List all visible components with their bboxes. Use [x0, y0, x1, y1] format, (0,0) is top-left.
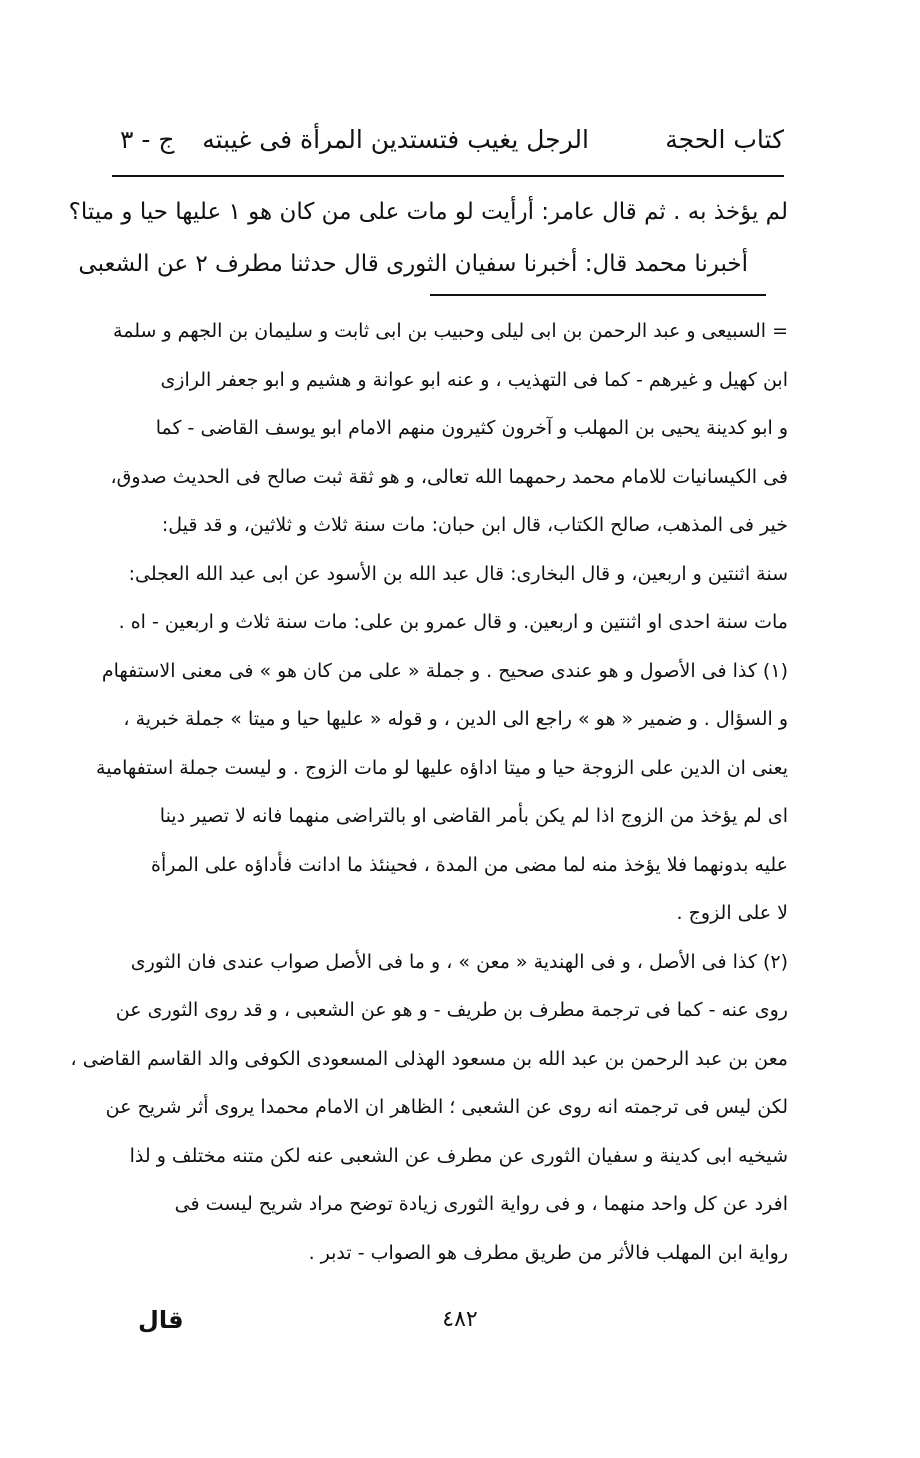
main-text-line: لم يؤخذ به . ثم قال عامر: أرأيت لو مات على من كان هو ١ عليها حيا و ميتا؟ — [68, 199, 788, 225]
footnote-line: و ابو كدينة يحيى بن المهلب و آخرون كثيرون منهم الامام ابو يوسف القاضى - كما — [155, 417, 788, 439]
footnote-line: يعنى ان الدين على الزوجة حيا و ميتا اداؤه عليها لو مات الزوج . و ليست جملة استفهامية — [96, 756, 788, 779]
footnote-line: خير فى المذهب، صالح الكتاب، قال ابن حبان: مات سنة ثلاث و ثلاثين، و قد قيل: — [161, 514, 788, 536]
running-head — [120, 120, 784, 164]
footnote-line: روى عنه - كما فى ترجمة مطرف بن طريف - و هو عن الشعبى ، و قد روى الثورى عن — [115, 999, 788, 1021]
footnote-divider — [430, 294, 766, 296]
main-text — [68, 186, 788, 290]
volume-number: ج - ٣ — [120, 125, 175, 154]
footnote-line: شيخيه ابى كدينة و سفيان الثورى عن مطرف عن الشعبى عنه لكن متنه مختلف و لذا — [129, 1144, 788, 1167]
footnote-line: = السبيعى و عبد الرحمن بن ابى ليلى وحبيب بن ابى ثابت و سليمان بن الجهم و سلمة — [113, 320, 788, 342]
footnote-line: لا على الزوج . — [676, 902, 788, 924]
footnote-line: لكن ليس فى ترجمته انه روى عن الشعبى ؛ الظاهر ان الامام محمدا يروى أثر شريح عن — [105, 1096, 788, 1118]
footnote-line: (٢) كذا فى الأصل ، و فى الهندية « معن » ، و ما فى الأصل صواب عندى فان الثورى — [130, 950, 788, 973]
catchword: قال — [138, 1306, 184, 1334]
footnote-line: معن بن عبد الرحمن بن عبد الله بن مسعود الهذلى المسعودى الكوفى والد القاسم القاضى ، — [70, 1047, 788, 1070]
footnote-line: عليه بدونهما فلا يؤخذ منه لما مضى من المدة ، فحينئذ ما ادانت فأداؤه على المرأة — [151, 853, 788, 876]
footnote-line: فى الكيسانيات للامام محمد رحمهما الله تعالى، و هو ثقة ثبت صالح فى الحديث صدوق، — [110, 465, 788, 488]
book-title: كتاب الحجة — [665, 125, 784, 154]
footnote-line: و السؤال . و ضمير « هو » راجع الى الدين ، و قوله « عليها حيا و ميتا » جملة خبرية ، — [123, 708, 788, 730]
chapter-title: الرجل يغيب فتستدين المرأة فى غيبته — [202, 125, 589, 154]
main-text-line: أخبرنا محمد قال: أخبرنا سفيان الثورى قال حدثنا مطرف ٢ عن الشعبى — [78, 251, 748, 277]
footnote-line: اى لم يؤخذ من الزوج اذا لم يكن بأمر القاضى او بالتراضى منهما فانه لا تصير دينا — [159, 805, 788, 827]
footnote-line: ابن كهيل و غيرهم - كما فى التهذيب ، و عنه ابو عوانة و هشيم و ابو جعفر الرازى — [160, 368, 788, 391]
footnote-line: افرد عن كل واحد منهما ، و فى رواية الثورى زيادة توضح مراد شريح ليست فى — [174, 1193, 788, 1215]
footnote-line: رواية ابن المهلب فالأثر من طريق مطرف هو الصواب - تدبر . — [308, 1241, 788, 1264]
footnotes — [70, 307, 788, 1277]
header-divider — [112, 175, 784, 177]
footnote-line: (١) كذا فى الأصول و هو عندى صحيح . و جملة « على من كان هو » فى معنى الاستفهام — [101, 659, 788, 682]
footnote-line: سنة اثنتين و اربعين، و قال البخارى: قال عبد الله بن الأسود عن ابى عبد الله العجلى: — [128, 562, 788, 585]
page-number: ٤٨٢ — [442, 1307, 478, 1332]
page-footer — [120, 1300, 788, 1350]
footnote-line: مات سنة احدى او اثنتين و اربعين. و قال عمرو بن على: مات سنة ثلاث و اربعين - اه . — [118, 611, 788, 633]
